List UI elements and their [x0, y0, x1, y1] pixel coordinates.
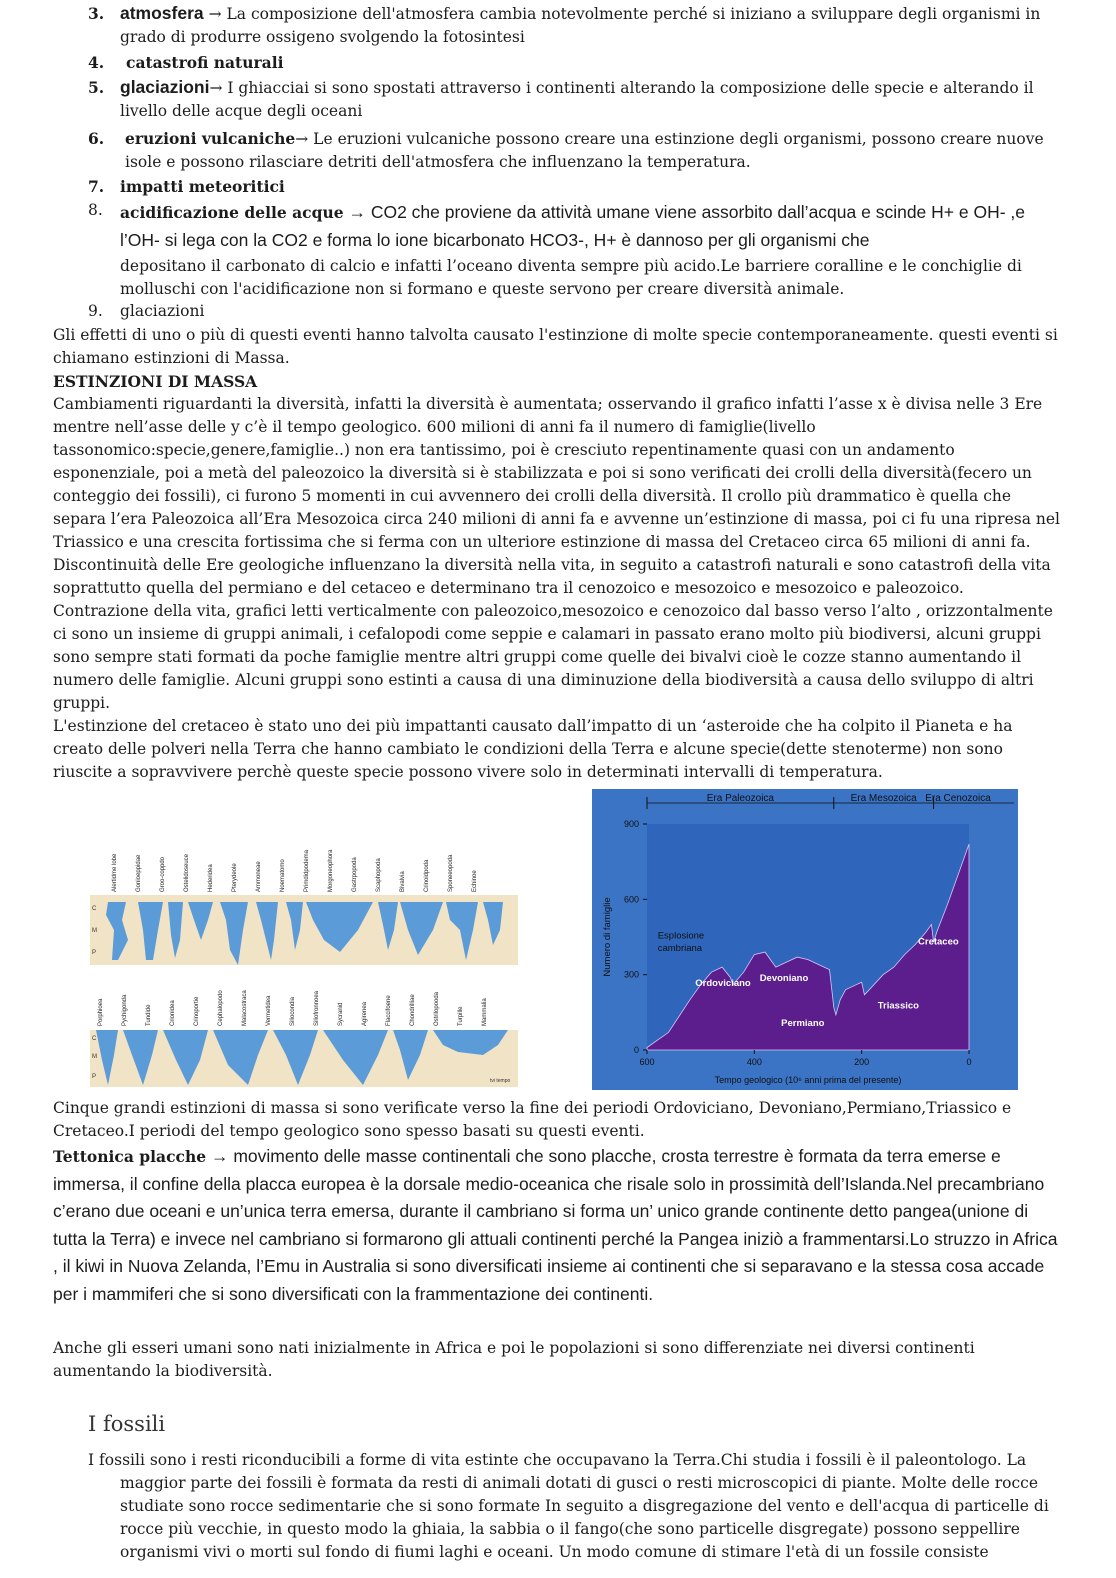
- paragraph-tettonica: [53, 1143, 1061, 1308]
- list-text-cont: depositano il carbonato di calcio e infatti l’oceano diventa sempre più acido.Le barriere coralline e le conchiglie di molluschi con l'acidificazione non si formano e queste servono per creare diversità animale.: [120, 257, 1022, 298]
- list-number: 6.: [88, 129, 105, 148]
- paragraph-contrazione: Contrazione della vita, grafici letti verticalmente con paleozoico,mesozoico e cenozoico dal basso verso l’alto , orizzontalmente ci sono un insieme di gruppi animali, i cefalopodi come seppie e calamari in passato erano molto più biodiversi, alcuni gruppi sono sempre stati formati da poche famiglie mentre altri gruppi come quelle dei bivalvi cioè le cozze stanno aumentando il numero delle famiglie. Alcuni gruppi sono estinti a causa di una diminuzione della biodiversità a causa dello sviluppo di altri gruppi.: [53, 602, 1053, 712]
- list-head: impatti meteoritici: [120, 177, 285, 196]
- chart-annotation: Ordoviciano: [695, 977, 751, 989]
- list-number: 7.: [88, 177, 105, 196]
- paragraph-cretaceo: L'estinzione del cretaceo è stato uno dei più impattanti causato dall’impatto di un ‘asteroide che ha colpito il Pianeta e ha creato delle polveri nella Terra che hanno cambiato le condizioni della Terra e alcune specie(dette stenoterme) non sono riuscite a sopravvivere perchè queste specie possono vivere solo in determinati intervalli di temperatura.: [53, 717, 1013, 781]
- y-tick-label: 600: [623, 894, 639, 905]
- spindle-bottom-label: Siliocondia: [290, 996, 296, 1026]
- list-head: eruzioni vulcaniche: [125, 129, 296, 148]
- spindle-top-label: Groo-coppdo: [160, 856, 166, 892]
- paragraph-discontinuita: Discontinuità delle Ere geologiche influenzano la diversità nella vita, in seguito a catastrofi naturali e sono catastrofi della vita soprattutto quella del permiano e del cetaceo e determinano tra il cenozoico e mesozoico e mesozoico e paleozoico.: [53, 556, 1051, 597]
- tettonica-body: → movimento delle masse continentali che sono placche, crosta terrestre è formata da terra emerse e immersa, il confine della placca europea è la dorsale medio-oceanica che risale solo in prossimità dell’Islanda.Nel precambriano c’erano due oceani e un’unica terra emersa, durante il cambriano si forma un’ unico grande continente detto pangea(unione di tutta la Terra) e invece nel cambriano si formarono gli attuali continenti perché la Pangea iniziò a frammentarsi.Lo struzzo in Africa , il kiwi in Nuova Zelanda, l’Emu in Australia si sono diversificati insieme ai continenti che si separavano e la stessa cosa accade per i mammiferi che si sono diversificati con la frammentazione dei continenti.: [53, 1146, 1058, 1304]
- chart-annotation: Cretaceo: [918, 936, 959, 948]
- spindle-top-label: Ostelidoseuce: [184, 853, 190, 892]
- paragraph-umani: Anche gli esseri umani sono nati inizialmente in Africa e poi le popolazioni si sono differenziate nei diversi continenti aumentando la biodiversità.: [53, 1339, 975, 1380]
- spindle-bottom-label: Crionidea: [170, 1000, 176, 1026]
- svg-text:M: M: [92, 1054, 97, 1060]
- spindle-top-label: Gastrpopoda: [352, 857, 358, 892]
- y-axis-label: Numero di famiglie: [602, 897, 613, 977]
- spindle-scale-note: tvi tempo: [490, 1078, 511, 1084]
- x-tick-label: 400: [746, 1057, 762, 1067]
- era-label: Era Cenozoica: [925, 793, 991, 804]
- chart-annotation: Permiano: [781, 1018, 825, 1030]
- list-text: → CO2 che proviene da attività umane viene assorbito dall’acqua e scinde H+ e OH- ,e l’OH- si lega con la CO2 e forma lo ione bicarbonato HCO3-, H+ è dannoso per gli organismi che: [120, 202, 1025, 250]
- y-tick-label: 0: [633, 1045, 639, 1055]
- spindle-diagram: [88, 840, 522, 1090]
- list-text: → La composizione dell'atmosfera cambia notevolmente perché si iniziano a sviluppare degli organismi in grado di produrre ossigeno svolgendo la fotosintesi: [120, 5, 1041, 46]
- list-head: atmosfera: [120, 3, 204, 23]
- list-text: → Le eruzioni vulcaniche possono creare una estinzione degli organismi, possono creare nuove isole e possono rilasciare detriti dell'atmosfera che influenzano la temperatura.: [125, 130, 1044, 171]
- spindle-bottom-label: Tundide: [146, 1004, 152, 1026]
- spindle-bottom-label: Porphioea: [98, 998, 104, 1026]
- spindle-top-label: Gonioeppidae: [136, 854, 142, 892]
- list-number: 4.: [88, 53, 105, 72]
- figure-caption: Cinque grandi estinzioni di massa si sono verificate verso la fine dei periodi Ordoviciano, Devoniano,Permiano,Triassico e Cretaceo.I periodi del tempo geologico sono spesso basati su questi eventi.: [53, 1099, 1012, 1140]
- svg-text:C: C: [92, 1036, 97, 1042]
- spindle-top-label: Morgoneophora: [328, 849, 334, 892]
- era-label: Era Paleozoica: [706, 793, 775, 804]
- spindle-bottom-label: Pychigonda: [122, 994, 128, 1026]
- paragraph-effetti: Gli effetti di uno o più di questi eventi hanno talvolta causato l'estinzione di molte specie contemporaneamente. questi eventi si chiamano estinzioni di Massa.: [53, 326, 1058, 367]
- x-tick-label: 200: [854, 1057, 870, 1067]
- spindle-bottom-label: Cephalopodo: [218, 990, 224, 1026]
- svg-text:C: C: [92, 906, 97, 912]
- x-tick-label: 0: [966, 1057, 972, 1067]
- families-chart: [592, 789, 1018, 1090]
- x-axis-label: Tempo geologico (10⁶ anni prima del presente): [714, 1075, 902, 1085]
- paragraph-fossili: I fossili sono i resti riconducibili a forme di vita estinte che occupavano la Terra.Chi studia i fossili è il paleontologo. La maggior parte dei fossili è formata da resti di animali dotati di gusci o resti microscopici di piante. Molte delle rocce studiate sono rocce sedimentarie che si sono formate In seguito a disgregazione del vento e dell'acqua di particelle di rocce più vecchie, in questo modo la ghiaia, la sabbia o il fango(che sono particelle disgregate) possono seppellire organismi vivi o morti sul fondo di fiumi laghi e oceani. Un modo comune di stimare l'età di un fossile consiste: [88, 1451, 1049, 1561]
- list-head: catastrofi naturali: [126, 53, 284, 72]
- spindle-top-label: Crinoidpoda: [424, 859, 430, 892]
- spindle-bottom-label: Chondrilliae: [410, 994, 416, 1026]
- spindle-bottom-label: Mammalia: [482, 998, 488, 1026]
- spindle-top-label: Bivalvia: [400, 871, 406, 892]
- list-head: glaciazioni: [120, 302, 205, 320]
- list-number: 5.: [88, 78, 105, 97]
- chart-annotation: Triassico: [877, 1000, 919, 1012]
- list-number: 8.: [88, 201, 103, 219]
- chart-annotation: Devoniano: [759, 972, 809, 984]
- spindle-bottom-label: Ostrilopooda: [434, 991, 440, 1026]
- y-tick-label: 900: [623, 819, 639, 829]
- spindle-top-label: Pterydeole: [232, 863, 238, 892]
- section-title: ESTINZIONI DI MASSA: [53, 372, 258, 391]
- spindle-top-label: Hederidea: [208, 864, 214, 892]
- spindle-top-label: Scaphopoda: [376, 858, 382, 892]
- spindle-top-label: Alertidme lobe: [112, 853, 118, 892]
- list-number: 3.: [88, 4, 105, 23]
- spindle-bottom-label: Agirenea: [362, 1001, 368, 1026]
- list-number: 9.: [88, 302, 103, 320]
- y-tick-label: 300: [623, 969, 639, 980]
- svg-text:P: P: [92, 1074, 97, 1080]
- spindle-bottom-label: Siliofronnoea: [314, 990, 320, 1026]
- paragraph-estinzioni: Cambiamenti riguardanti la diversità, infatti la diversità è aumentata; osservando il grafico infatti l’asse x è divisa nelle 3 Ere mentre nell’asse delle y c’è il tempo geologico. 600 milioni di anni fa il numero di famiglie(livello tassonomico:specie,genere,famiglie..) non era tantissimo, poi è cresciuto repentinamente quasi con un andamento esponenziale, poi a metà del paleozoico la diversità si è stabilizzata e poi si sono verificati dei crolli della diversità(fecero un conteggio dei fossili), ci furono 5 momenti in cui avvennero dei crolli della diversità. Il crollo più drammatico è quella che separa l’era Paleozoica all’Era Mesozoica circa 240 milioni di anni fa e avvenne un’estinzione di massa, poi ci fu una ripresa nel Triassico e una crescita fortissima che si ferma con un ulteriore estinzione di massa del Cretaceo circa 65 milioni di anni fa.: [53, 395, 1060, 551]
- x-tick-label: 600: [639, 1057, 655, 1067]
- spindle-top-label: Noematomo: [280, 859, 286, 892]
- spindle-bottom-label: Vermetidea: [266, 995, 272, 1026]
- spindle-bottom-label: Flaccifoene: [386, 995, 392, 1026]
- list-head: glaciazioni: [120, 77, 210, 97]
- list-text: → I ghiacciai si sono spostati attraverso i continenti alterando la composizione delle specie e alterando il livello delle acque degli oceani: [120, 79, 1034, 120]
- spindle-bottom-label: Turpille: [458, 1006, 464, 1026]
- chart-annotation: Esplosione: [657, 930, 705, 942]
- list-head: acidificazione delle acque: [120, 203, 344, 222]
- svg-text:P: P: [92, 950, 97, 956]
- era-label: Era Mesozoica: [850, 793, 917, 804]
- spindle-top-label: Echinoe: [472, 870, 478, 892]
- spindle-bottom-label: Sycranid: [338, 1002, 344, 1026]
- chart-annotation: cambriana: [657, 942, 703, 954]
- spindle-top-label: Sponeeopoda: [448, 854, 454, 892]
- spindle-top-label: Ammoneae: [256, 861, 262, 892]
- tettonica-head: Tettonica placche: [53, 1147, 207, 1166]
- section-title-fossili: I fossili: [88, 1412, 166, 1436]
- spindle-bottom-label: Malacostraca: [242, 990, 248, 1026]
- spindle-top-label: Primdidpodema: [304, 849, 310, 892]
- spindle-bottom-label: Crinoportie: [194, 996, 200, 1026]
- svg-text:M: M: [92, 928, 97, 934]
